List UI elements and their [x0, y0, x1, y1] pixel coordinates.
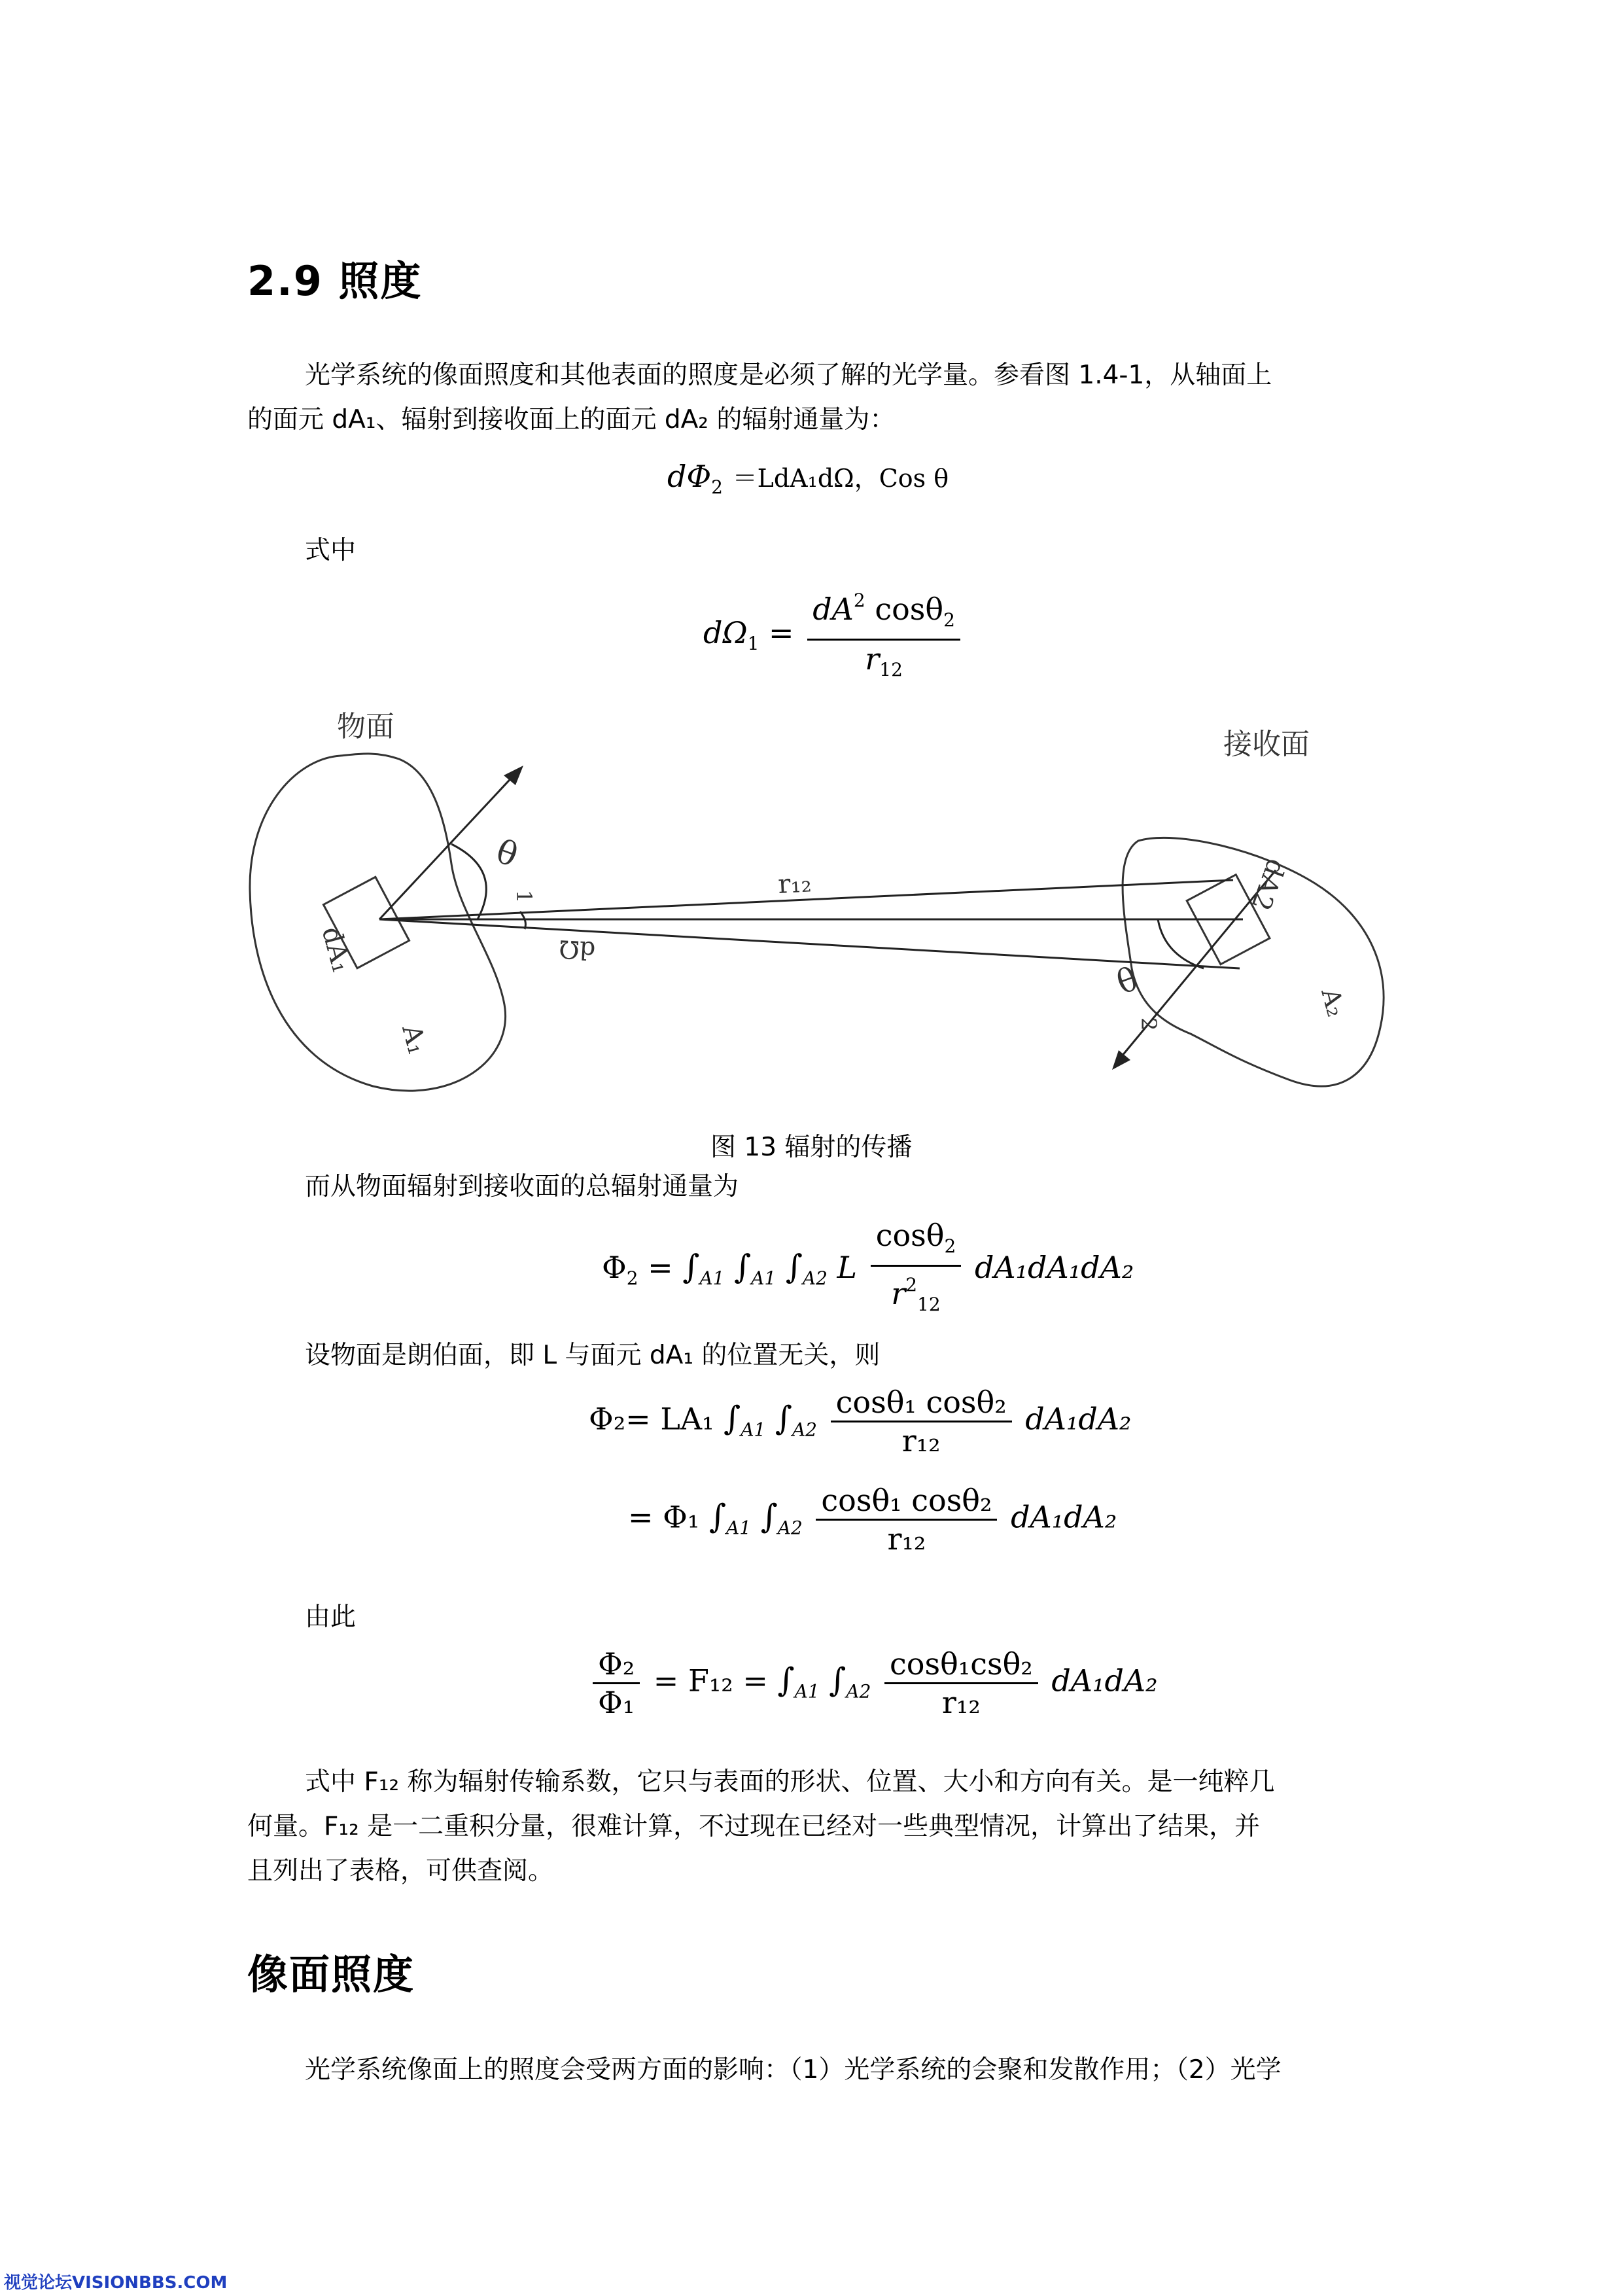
eq2-num-b: cosθ: [875, 592, 944, 627]
eq2-lhs: dΩ: [703, 615, 748, 650]
figure-caption: 图 13 辐射的传播: [710, 1133, 913, 1162]
eq3-int-2: A1: [751, 1267, 777, 1289]
paragraph-3: 设物面是朗伯面，即 L 与面元 dA₁ 的位置无关，则: [305, 1341, 881, 1370]
paragraph-1: [247, 353, 1392, 442]
eq3-lhs: Φ: [602, 1250, 627, 1285]
dA2-label: dA2: [1245, 855, 1291, 915]
eq6-tail: dA₁dA₂: [1051, 1663, 1158, 1699]
eq3-int-1: A1: [699, 1267, 725, 1289]
eq4-lhs: Φ₂= LA₁: [589, 1401, 714, 1437]
radiation-figure: [242, 694, 1393, 1112]
eq5-fraction: [816, 1482, 997, 1557]
paragraph-4-line-2: 何量。F₁₂ 是一二重积分量，很难计算，不过现在已经对一些典型情况，计算出了结果，并: [247, 1812, 1261, 1841]
label-shizhong: 式中: [305, 536, 357, 565]
A2-label: A₂: [1316, 985, 1351, 1020]
eq5-tail: dA₁dA₂: [1011, 1499, 1117, 1535]
section-title: 2.9 照度: [247, 257, 423, 305]
theta1-label: θ: [491, 832, 523, 875]
eq3-L: L: [837, 1250, 858, 1285]
eq4-den: r₁₂: [901, 1423, 941, 1458]
eq5-lhs: = Φ₁: [628, 1499, 700, 1535]
eq3-tail: dA₁dA₁dA₂: [974, 1250, 1134, 1285]
A1-label: A₁: [396, 1021, 433, 1058]
footer-watermark[interactable]: 视觉论坛VISIONBBS.COM: [4, 2273, 228, 2293]
object-surface-label: 物面: [337, 710, 394, 743]
eq2-fraction: $\frac{dA^2 \cos\theta_2}{r_{12}}$: [807, 582, 960, 688]
dA1-label: dA₁: [315, 923, 357, 976]
label-youci: 由此: [305, 1602, 357, 1632]
theta1-sub-label: 1: [512, 890, 536, 904]
paragraph-5-line-1: 光学系统像面上的照度会受两方面的影响：（1）光学系统的会聚和发散作用；（2）光学: [305, 2055, 1282, 2085]
eq3-num: cosθ: [875, 1218, 945, 1253]
eq5-num: cosθ₁ cosθ₂: [816, 1482, 997, 1521]
eq3-int-3: A2: [802, 1267, 828, 1289]
equation-1: $d\Phi_2 =LdA_1d\Omega$，Cos θ: [667, 459, 949, 498]
theta2-label: θ: [1111, 959, 1143, 1002]
domega-label: dΩ: [558, 934, 597, 965]
eq4-tail: dA₁dA₂: [1025, 1401, 1132, 1437]
equation-5: = Φ₁ $\int_{A1}$ $\int_{A2}$ $\frac{\text{cosθ₁ cosθ₂}}{\text{r₁₂}}$ dA₁dA₂: [628, 1483, 1117, 1557]
eq6-fraction: [884, 1646, 1038, 1721]
paragraph-4-line-3: 且列出了表格，可供查阅。: [247, 1856, 554, 1886]
paragraph-5: [247, 2048, 1392, 2093]
equation-2: $d\Omega_1$ = $\frac{dA^2 \cos\theta_2}{r_{12}}$: [703, 582, 964, 688]
receiver-surface-label: 接收面: [1223, 728, 1310, 761]
eq5-den: r₁₂: [887, 1521, 926, 1557]
eq6-mid: = F₁₂ =: [653, 1663, 768, 1699]
section2-title: 像面照度: [247, 1951, 415, 1998]
paragraph-4-line-1: 式中 F₁₂ 称为辐射传输系数，它只与表面的形状、位置、大小和方向有关。是一纯粹几: [305, 1767, 1275, 1797]
lower-ray: [379, 919, 1240, 968]
eq1-rhs: ＝LdA₁dΩ，Cos θ: [732, 464, 949, 493]
eq3-den: r: [891, 1276, 906, 1311]
theta2-sub-label: 2: [1136, 1017, 1161, 1031]
eq6-frac-num: Φ₂: [593, 1646, 640, 1684]
eq3-fraction: $\frac{\cos\theta_2}{r^2_{12}}$: [871, 1217, 962, 1323]
theta1-arc: [451, 844, 486, 919]
eq1-lhs: dΦ: [667, 459, 712, 494]
equation-4: Φ₂= LA₁ $\int_{A1}$ $\int_{A2}$ $\frac{\text{cosθ₁ cosθ₂}}{\text{r₁₂}}$ dA₁dA₂: [589, 1385, 1132, 1458]
normal-2-arrowhead: [1112, 1050, 1130, 1070]
theta2-arc: [1158, 919, 1204, 968]
normal-1-line: [379, 772, 517, 919]
paragraph-2: 而从物面辐射到接收面的总辐射通量为: [305, 1172, 739, 1201]
eq6-left-fraction: [593, 1646, 640, 1721]
eq2-num-a: dA: [812, 592, 854, 627]
object-surface-outline: [250, 754, 506, 1091]
equation-3: $\Phi_2 = \int_{A1}$ $\int_{A1}$ $\int_{A2}$ L $\frac{\cos\theta_2}{r^2_{12}}$ dA₁dA₁dA₂: [602, 1217, 1134, 1323]
eq2-den: r: [865, 641, 880, 677]
eq6-frac-den: Φ₁: [598, 1685, 635, 1720]
paragraph-1-line-2: 的面元 dA₁、辐射到接收面上的面元 dA₂ 的辐射通量为：: [247, 405, 896, 434]
receiver-surface-outline: [1123, 838, 1384, 1086]
eq4-num: cosθ₁ cosθ₂: [831, 1384, 1012, 1422]
equation-6: $\frac{\text{Φ₂}}{\text{Φ₁}}$ = $F_{12} = \int_{A1}$ $\int_{A2}$ $\frac{\text{cosθ₁csθ₂}}{\text{r₁₂}}$ dA₁dA₂: [589, 1646, 1158, 1721]
paragraph-4: [247, 1760, 1392, 1894]
r12-label: r₁₂: [777, 868, 812, 900]
eq6-den: r₁₂: [941, 1685, 981, 1720]
eq4-fraction: [831, 1384, 1012, 1459]
eq6-num: cosθ₁csθ₂: [884, 1646, 1038, 1684]
paragraph-1-line-1: 光学系统的像面照度和其他表面的照度是必须了解的光学量。参看图 1.4-1，从轴面上: [305, 361, 1272, 390]
